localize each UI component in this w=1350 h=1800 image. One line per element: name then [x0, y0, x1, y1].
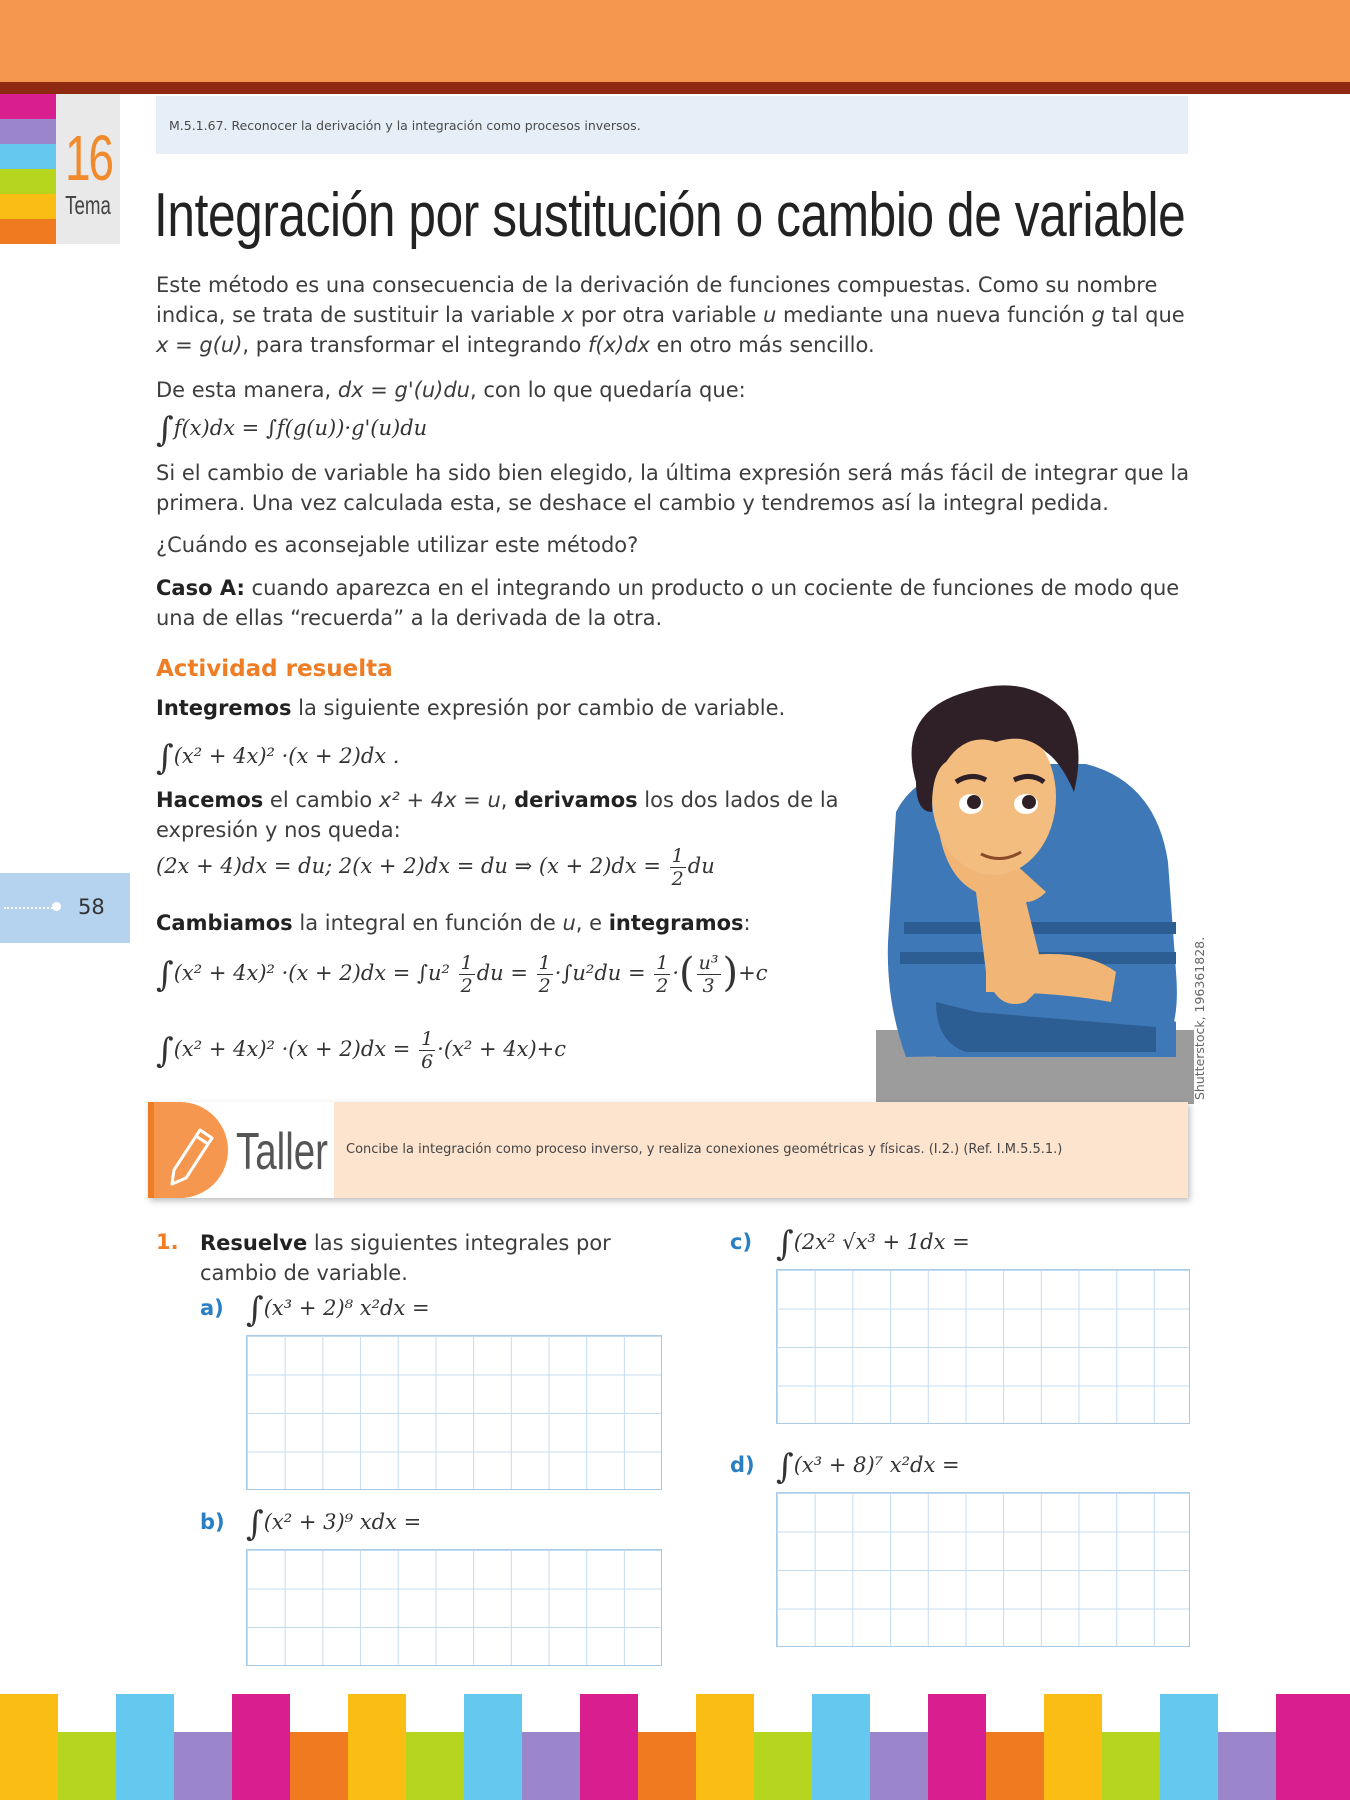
equation-inline: x = g(u) — [156, 333, 243, 357]
exercise-text: las siguientes integrales por cambio de variable. — [200, 1231, 611, 1285]
var-u: u — [562, 911, 576, 935]
item-b-label: b) — [200, 1510, 225, 1534]
page-number: 58 — [78, 895, 105, 919]
fraction — [670, 845, 686, 890]
formula-text: f(x)dx = ∫f(g(u))·g'(u)du — [173, 416, 428, 440]
tema-badge — [56, 94, 120, 244]
derivation-line — [156, 845, 715, 890]
keyword: integramos — [608, 911, 744, 935]
page-number-tab — [0, 873, 130, 943]
question-text: ¿Cuándo es aconsejable utilizar este método? — [156, 533, 639, 557]
activity-title: Actividad resuelta — [156, 656, 393, 682]
tema-number: 16 — [64, 122, 112, 194]
intro-text: Este método es una consecuencia de la derivación de funciones compuestas. Como su nombre indica, se trata de sustituir la variable — [156, 273, 1158, 327]
taller-label-area — [148, 1102, 334, 1198]
result-text: (x² + 4x)² ·(x + 2)dx = — [173, 1037, 411, 1061]
keyword: Hacemos — [156, 788, 264, 812]
item-d-label: d) — [730, 1453, 755, 1477]
intro-text: tal que — [1104, 303, 1185, 327]
page-title: Integración por sustitución o cambio de variable — [154, 181, 1186, 250]
student-illustration — [876, 672, 1194, 1104]
activity-text: , e — [575, 911, 609, 935]
intro-text: , con lo que quedaría que: — [469, 378, 746, 402]
keyword: Cambiamos — [156, 911, 293, 935]
pencil-icon — [154, 1102, 228, 1198]
intro-text: De esta manera, — [156, 378, 338, 402]
intro-paragraph-1 — [156, 270, 1190, 360]
expression-text: (x² + 4x)² ·(x + 2)dx . — [173, 744, 400, 768]
numerator: u³ — [698, 952, 719, 974]
formula-substitution: ∫f(x)dx = ∫f(g(u))·g'(u)du — [156, 410, 428, 450]
activity-text: , — [500, 788, 515, 812]
var-g: g — [1091, 303, 1105, 327]
derivation-text: (2x + 4)dx = du; 2(x + 2)dx = du ⇒ (x + 2)dx = — [156, 854, 661, 878]
activity-text: la siguiente expresión por cambio de variable. — [291, 696, 786, 720]
expression-text: (2x² √x³ + 1dx = — [793, 1230, 970, 1254]
numerator: 1 — [421, 1028, 434, 1050]
intro-text: mediante una nueva función — [776, 303, 1092, 327]
item-c-label: c) — [730, 1230, 753, 1254]
page-dot — [52, 902, 61, 911]
activity-line-2 — [156, 785, 936, 845]
intro-paragraph-2 — [156, 375, 1190, 405]
image-credit: Shutterstock, 196361828. — [1192, 936, 1207, 1100]
denominator: 2 — [460, 975, 473, 997]
fraction — [537, 952, 553, 997]
result-text: +c — [738, 961, 768, 985]
intro-text: , para transformar el integrando — [242, 333, 588, 357]
header-band — [0, 0, 1350, 82]
intro-paragraph-3: Si el cambio de variable ha sido bien elegido, la última expresión será más fácil de integrar que la primera. Una vez calculada esta, se deshace el cambio y tendremos así la integral pedida. — [156, 461, 1190, 515]
var-u: u — [763, 303, 777, 327]
fraction — [459, 952, 475, 997]
result-text: du = — [476, 961, 528, 985]
exercise-number: 1. — [156, 1230, 179, 1254]
item-b-expression: ∫(x² + 3)⁹ xdx = — [246, 1504, 422, 1544]
header-band-line — [0, 82, 1350, 94]
bottom-color-bars — [0, 1694, 1350, 1800]
taller-description: Concibe la integración como proceso inverso, y realiza conexiones geométricas y físicas. (I.2.) (Ref. I.M.5.5.1.) — [346, 1142, 1063, 1157]
activity-expression: ∫(x² + 4x)² ·(x + 2)dx . — [156, 738, 400, 778]
activity-text: la integral en función de — [292, 911, 563, 935]
exercise-instruction — [200, 1228, 680, 1288]
taller-label: Taller — [236, 1123, 328, 1181]
fraction — [654, 952, 670, 997]
skill-text: M.5.1.67. Reconocer la derivación y la integración como procesos inversos. — [169, 118, 641, 133]
denominator: 6 — [421, 1051, 434, 1073]
case-a-text: cuando aparezca en el integrando un producto o un cociente de funciones de modo que una de ellas “recuerda” a la derivada de la otra. — [156, 576, 1180, 630]
result-text: (x² + 4x)² ·(x + 2)dx = ∫u² — [173, 961, 450, 985]
numerator: 1 — [538, 952, 551, 974]
color-stripes — [0, 94, 56, 244]
activity-text: : — [743, 911, 751, 935]
activity-text: el cambio — [263, 788, 379, 812]
activity-line-1 — [156, 693, 856, 723]
item-a-expression: ∫(x³ + 2)⁸ x²dx = — [246, 1290, 430, 1330]
case-a-label: Caso A: — [156, 576, 245, 600]
numerator: 1 — [671, 845, 684, 867]
expression-text: (x³ + 8)⁷ x²dx = — [793, 1453, 960, 1477]
denominator: 2 — [656, 975, 669, 997]
skill-box — [156, 96, 1188, 154]
var-x: x — [561, 303, 575, 327]
keyword: Resuelve — [200, 1231, 308, 1255]
activity-text: los dos lados de la expresión y nos queda: — [156, 788, 839, 842]
tema-label: Tema — [65, 190, 111, 220]
result-text: ·(x² + 4x)+c — [437, 1037, 567, 1061]
keyword: Integremos — [156, 696, 292, 720]
numerator: 1 — [460, 952, 473, 974]
derivation-text: du — [687, 854, 715, 878]
taller-banner — [148, 1102, 1188, 1198]
expression-text: (x² + 3)⁹ xdx = — [263, 1510, 422, 1534]
numerator: 1 — [656, 952, 669, 974]
result-line-2: ∫(x² + 4x)² ·(x + 2)dx = $\frac{1}{6}$ ·(x² + 4x)+c — [156, 1028, 567, 1073]
intro-text: en otro más sencillo. — [649, 333, 875, 357]
keyword: derivamos — [514, 788, 638, 812]
fraction — [419, 1028, 435, 1073]
answer-grid-b[interactable] — [246, 1549, 662, 1666]
result-line-1: ∫(x² + 4x)² ·(x + 2)dx = ∫u² $\frac{1}{2}$ du = $\frac{1}{2}$ ·∫u²du = $\frac{1}{2}$ ·( $\frac{\text{u³}}{3}$ )+c — [156, 950, 768, 997]
fraction — [697, 952, 721, 997]
integrand: f(x)dx — [587, 333, 650, 357]
item-a-label: a) — [200, 1296, 224, 1320]
page-dots — [4, 907, 56, 909]
equation-inline: dx = g'(u)du — [337, 378, 470, 402]
denominator: 2 — [538, 975, 551, 997]
result-text: ·∫u²du = — [554, 961, 646, 985]
expression-text: (x³ + 2)⁸ x²dx = — [263, 1296, 430, 1320]
taller-badge — [154, 1102, 228, 1198]
item-c-expression: ∫(2x² √x³ + 1dx = — [776, 1224, 970, 1264]
item-d-expression: ∫(x³ + 8)⁷ x²dx = — [776, 1447, 960, 1487]
answer-grid-d[interactable] — [776, 1492, 1190, 1647]
denominator: 2 — [671, 868, 684, 890]
intro-text: por otra variable — [574, 303, 764, 327]
answer-grid-c[interactable] — [776, 1269, 1190, 1424]
case-a-paragraph — [156, 573, 1190, 633]
equation-inline: x² + 4x = u — [378, 788, 501, 812]
denominator: 3 — [702, 975, 715, 997]
answer-grid-a[interactable] — [246, 1335, 662, 1490]
activity-line-3 — [156, 908, 856, 938]
